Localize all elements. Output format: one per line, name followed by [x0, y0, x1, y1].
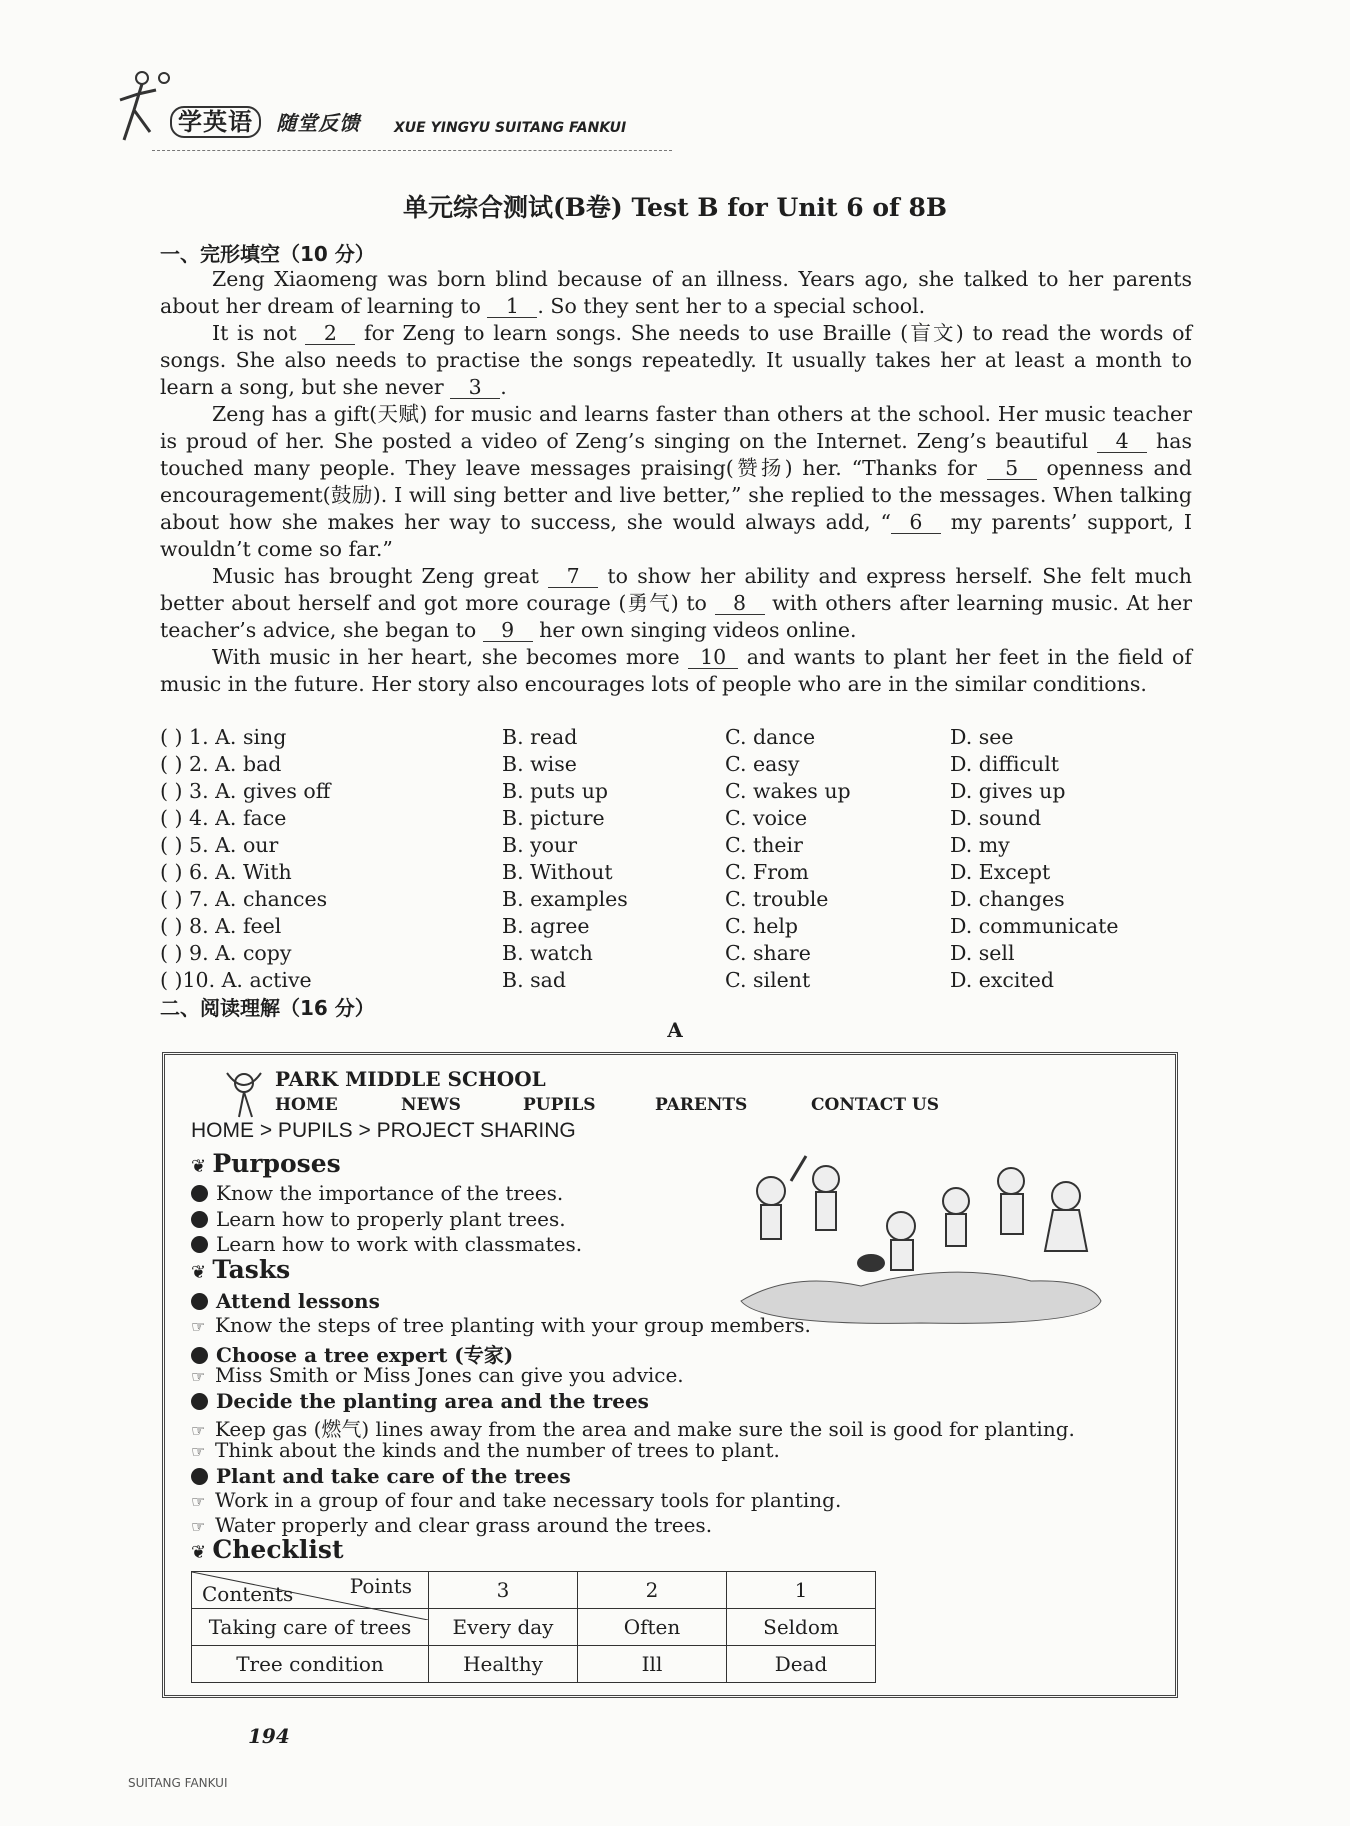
checklist-header-row — [192, 1572, 876, 1609]
task-step — [191, 1513, 712, 1537]
leaf-icon: ❦ — [191, 1262, 213, 1283]
option-b: B. watch — [502, 941, 593, 965]
nav-parents[interactable]: PARENTS — [655, 1095, 748, 1115]
option-row — [160, 725, 1200, 752]
task-step — [191, 1438, 780, 1462]
section1-heading: 一、完形填空（10 分） — [160, 242, 375, 266]
checklist-title — [191, 1535, 344, 1564]
option-a: ( ) 9. A. copy — [160, 941, 292, 965]
option-a: ( ) 8. A. feel — [160, 914, 282, 938]
option-d: D. see — [950, 725, 1014, 749]
option-row — [160, 779, 1200, 806]
logo-cn-main: 学英语 — [170, 106, 261, 138]
blank-number: 7 — [548, 565, 598, 588]
task-step-text: Miss Smith or Miss Jones can give you advice. — [215, 1363, 684, 1387]
header-logo — [112, 66, 672, 162]
pointing-hand-icon: ☞ — [191, 1442, 206, 1461]
task-step — [191, 1363, 684, 1387]
bullet-icon — [191, 1185, 208, 1202]
passage-text: It is not — [212, 321, 306, 345]
checklist-heading: Checklist — [212, 1535, 344, 1564]
option-a: ( ) 4. A. face — [160, 806, 287, 830]
option-a: ( ) 7. A. chances — [160, 887, 328, 911]
passage-paragraph — [160, 644, 1192, 698]
option-d: D. difficult — [950, 752, 1060, 776]
task-step — [191, 1488, 841, 1512]
option-d: D. excited — [950, 968, 1054, 992]
school-logo-icon — [219, 1067, 269, 1119]
purposes-title — [191, 1149, 341, 1178]
points-cell: 2 — [578, 1572, 727, 1609]
logo-cn-sub: 随堂反馈 — [276, 111, 361, 135]
logo-cn — [170, 102, 360, 137]
passage-paragraph — [160, 320, 1192, 401]
tasks-title — [191, 1255, 290, 1284]
option-d: D. changes — [950, 887, 1065, 911]
option-d: D. sell — [950, 941, 1015, 965]
option-b: B. puts up — [502, 779, 609, 803]
page-number: 194 — [248, 1724, 290, 1748]
corner-contents-label: Contents — [202, 1582, 294, 1606]
option-b: B. examples — [502, 887, 628, 911]
option-a: ( )10. A. active — [160, 968, 312, 992]
task-title-text: Choose a tree expert (专家) — [216, 1343, 514, 1367]
blank-number: 5 — [987, 457, 1037, 480]
blank-number: 3 — [450, 376, 500, 399]
table-cell: Seldom — [727, 1609, 876, 1646]
passage-text: Zeng Xiaomeng was born blind because of an illness. Years ago, she talked to her parents about her dream of learning to — [160, 267, 1192, 318]
task-title-text: Attend lessons — [216, 1289, 380, 1313]
passage-paragraph — [160, 563, 1192, 644]
passage-text: With music in her heart, she becomes more — [212, 645, 689, 669]
passage-text: . — [500, 375, 507, 399]
blank-number: 8 — [715, 592, 765, 615]
checklist-corner-cell — [192, 1572, 429, 1609]
option-row — [160, 914, 1200, 941]
passage-text: for Zeng to learn songs. She needs to use Braille (盲文) to read the words of songs. She also needs to practise the songs repeatedly. It usually takes her at least a month to learn a song, but she never — [160, 321, 1193, 399]
header-divider — [152, 150, 672, 151]
table-cell: Ill — [578, 1646, 727, 1683]
table-cell: Healthy — [429, 1646, 578, 1683]
blank-number: 10 — [688, 646, 738, 669]
option-c: C. trouble — [725, 887, 829, 911]
points-cell: 1 — [727, 1572, 876, 1609]
purpose-item — [191, 1232, 582, 1256]
passage-text: openness and encouragement(鼓励). I will sing better and live better,” she replied to the messages. When talking about how she makes her way to success, she would always add, “ — [160, 456, 1192, 534]
option-row — [160, 752, 1200, 779]
nav-pupils[interactable]: PUPILS — [523, 1095, 596, 1115]
option-d: D. communicate — [950, 914, 1119, 938]
option-b: B. read — [502, 725, 578, 749]
school-name: PARK MIDDLE SCHOOL — [275, 1067, 546, 1091]
blank-number: 9 — [483, 619, 533, 642]
purpose-text: Learn how to properly plant trees. — [216, 1207, 566, 1231]
option-row — [160, 833, 1200, 860]
option-a: ( ) 5. A. our — [160, 833, 279, 857]
task-title — [191, 1289, 380, 1313]
option-a: ( ) 3. A. gives off — [160, 779, 331, 803]
option-row — [160, 887, 1200, 914]
tasks-heading: Tasks — [212, 1255, 291, 1284]
page-title: 单元综合测试(B卷) Test B for Unit 6 of 8B — [402, 193, 948, 222]
pointing-hand-icon: ☞ — [191, 1367, 206, 1386]
nav-contact[interactable]: CONTACT US — [811, 1095, 939, 1115]
option-row — [160, 941, 1200, 968]
table-cell: Every day — [429, 1609, 578, 1646]
task-step-text: Work in a group of four and take necessary tools for planting. — [215, 1488, 842, 1512]
passage-text: her own singing videos online. — [532, 618, 857, 642]
bullet-icon — [191, 1293, 208, 1310]
bullet-icon — [191, 1211, 208, 1228]
blank-number: 2 — [305, 322, 355, 345]
option-row — [160, 968, 1200, 995]
task-title-text: Decide the planting area and the trees — [216, 1389, 649, 1413]
passage-text: my parents’ support, I wouldn’t come so far.” — [160, 510, 1192, 561]
passage-text: has touched many people. They leave messages praising(赞扬) her. “Thanks for — [160, 429, 1192, 480]
purpose-text: Know the importance of the trees. — [216, 1181, 564, 1205]
children-planting-illustration — [731, 1151, 1111, 1331]
option-row — [160, 860, 1200, 887]
table-cell: Dead — [727, 1646, 876, 1683]
reading-box — [162, 1052, 1178, 1698]
pointing-hand-icon: ☞ — [191, 1421, 206, 1440]
passage-text: Zeng has a gift(天赋) for music and learns faster than others at the school. Her music teacher is proud of her. She posted a video of Zeng’s singing on the Internet. Zeng’s beautiful — [160, 402, 1192, 453]
option-b: B. Without — [502, 860, 613, 884]
option-b: B. your — [502, 833, 578, 857]
bullet-icon — [191, 1347, 208, 1364]
blank-number: 1 — [487, 295, 537, 318]
corner-points-label: Points — [349, 1574, 412, 1598]
nav-news[interactable]: NEWS — [401, 1095, 461, 1115]
passage-paragraph — [160, 401, 1192, 563]
points-cell: 3 — [429, 1572, 578, 1609]
option-d: D. gives up — [950, 779, 1066, 803]
option-c: C. wakes up — [725, 779, 851, 803]
task-step — [191, 1313, 811, 1337]
bullet-icon — [191, 1468, 208, 1485]
option-b: B. picture — [502, 806, 605, 830]
pointing-hand-icon: ☞ — [191, 1317, 206, 1336]
option-c: C. voice — [725, 806, 808, 830]
option-b: B. sad — [502, 968, 566, 992]
leaf-icon: ❦ — [191, 1542, 213, 1563]
passage-text: to show her ability and express herself. She felt much better about herself and got more courage (勇气) to — [160, 564, 1192, 615]
option-c: C. silent — [725, 968, 811, 992]
blank-number: 6 — [891, 511, 941, 534]
section2-heading: 二、阅读理解（16 分） — [160, 996, 375, 1020]
cloze-passage — [160, 266, 1192, 698]
option-c: C. From — [725, 860, 809, 884]
bullet-icon — [191, 1236, 208, 1253]
breadcrumb: HOME > PUPILS > PROJECT SHARING — [191, 1119, 576, 1142]
task-title — [191, 1389, 649, 1413]
checklist-row — [192, 1646, 876, 1683]
cloze-options — [160, 725, 1200, 995]
passage-text: and wants to plant her feet in the field of music in the future. Her story also encourages lots of people who are in the similar conditions. — [160, 645, 1192, 696]
option-d: D. sound — [950, 806, 1042, 830]
option-c: C. their — [725, 833, 803, 857]
task-step-text: Water properly and clear grass around the trees. — [215, 1513, 713, 1537]
passage-paragraph — [160, 266, 1192, 320]
option-c: C. easy — [725, 752, 800, 776]
option-c: C. dance — [725, 725, 816, 749]
task-title-text: Plant and take care of the trees — [216, 1464, 571, 1488]
option-b: B. wise — [502, 752, 577, 776]
table-cell: Often — [578, 1609, 727, 1646]
purposes-heading: Purposes — [212, 1149, 341, 1178]
option-a: ( ) 1. A. sing — [160, 725, 287, 749]
pointing-hand-icon: ☞ — [191, 1492, 206, 1511]
row-label: Taking care of trees — [192, 1609, 429, 1646]
task-step-text: Keep gas (燃气) lines away from the area and make sure the soil is good for planting. — [215, 1417, 1075, 1441]
leaf-icon: ❦ — [191, 1156, 213, 1177]
footer-brand: SUITANG FANKUI — [128, 1776, 228, 1790]
purpose-item — [191, 1207, 566, 1231]
purpose-item — [191, 1181, 563, 1205]
bullet-icon — [191, 1393, 208, 1410]
task-title — [191, 1464, 571, 1488]
option-a: ( ) 2. A. bad — [160, 752, 282, 776]
task-step-text: Know the steps of tree planting with your group members. — [215, 1313, 811, 1337]
purpose-text: Learn how to work with classmates. — [216, 1232, 583, 1256]
option-c: C. share — [725, 941, 811, 965]
option-d: D. Except — [950, 860, 1051, 884]
part-label: A — [667, 1018, 683, 1042]
option-d: D. my — [950, 833, 1010, 857]
option-c: C. help — [725, 914, 799, 938]
pointing-hand-icon: ☞ — [191, 1517, 206, 1536]
passage-text: Music has brought Zeng great — [212, 564, 549, 588]
option-row — [160, 806, 1200, 833]
nav-home[interactable]: HOME — [275, 1095, 338, 1115]
option-a: ( ) 6. A. With — [160, 860, 292, 884]
blank-number: 4 — [1097, 430, 1147, 453]
checklist-table — [191, 1571, 876, 1683]
option-b: B. agree — [502, 914, 590, 938]
passage-text: . So they sent her to a special school. — [537, 294, 926, 318]
passage-text: with others after learning music. At her teacher’s advice, she began to — [160, 591, 1192, 642]
task-step-text: Think about the kinds and the number of trees to plant. — [215, 1438, 780, 1462]
row-label: Tree condition — [192, 1646, 429, 1683]
logo-en: XUE YINGYU SUITANG FANKUI — [394, 120, 627, 136]
